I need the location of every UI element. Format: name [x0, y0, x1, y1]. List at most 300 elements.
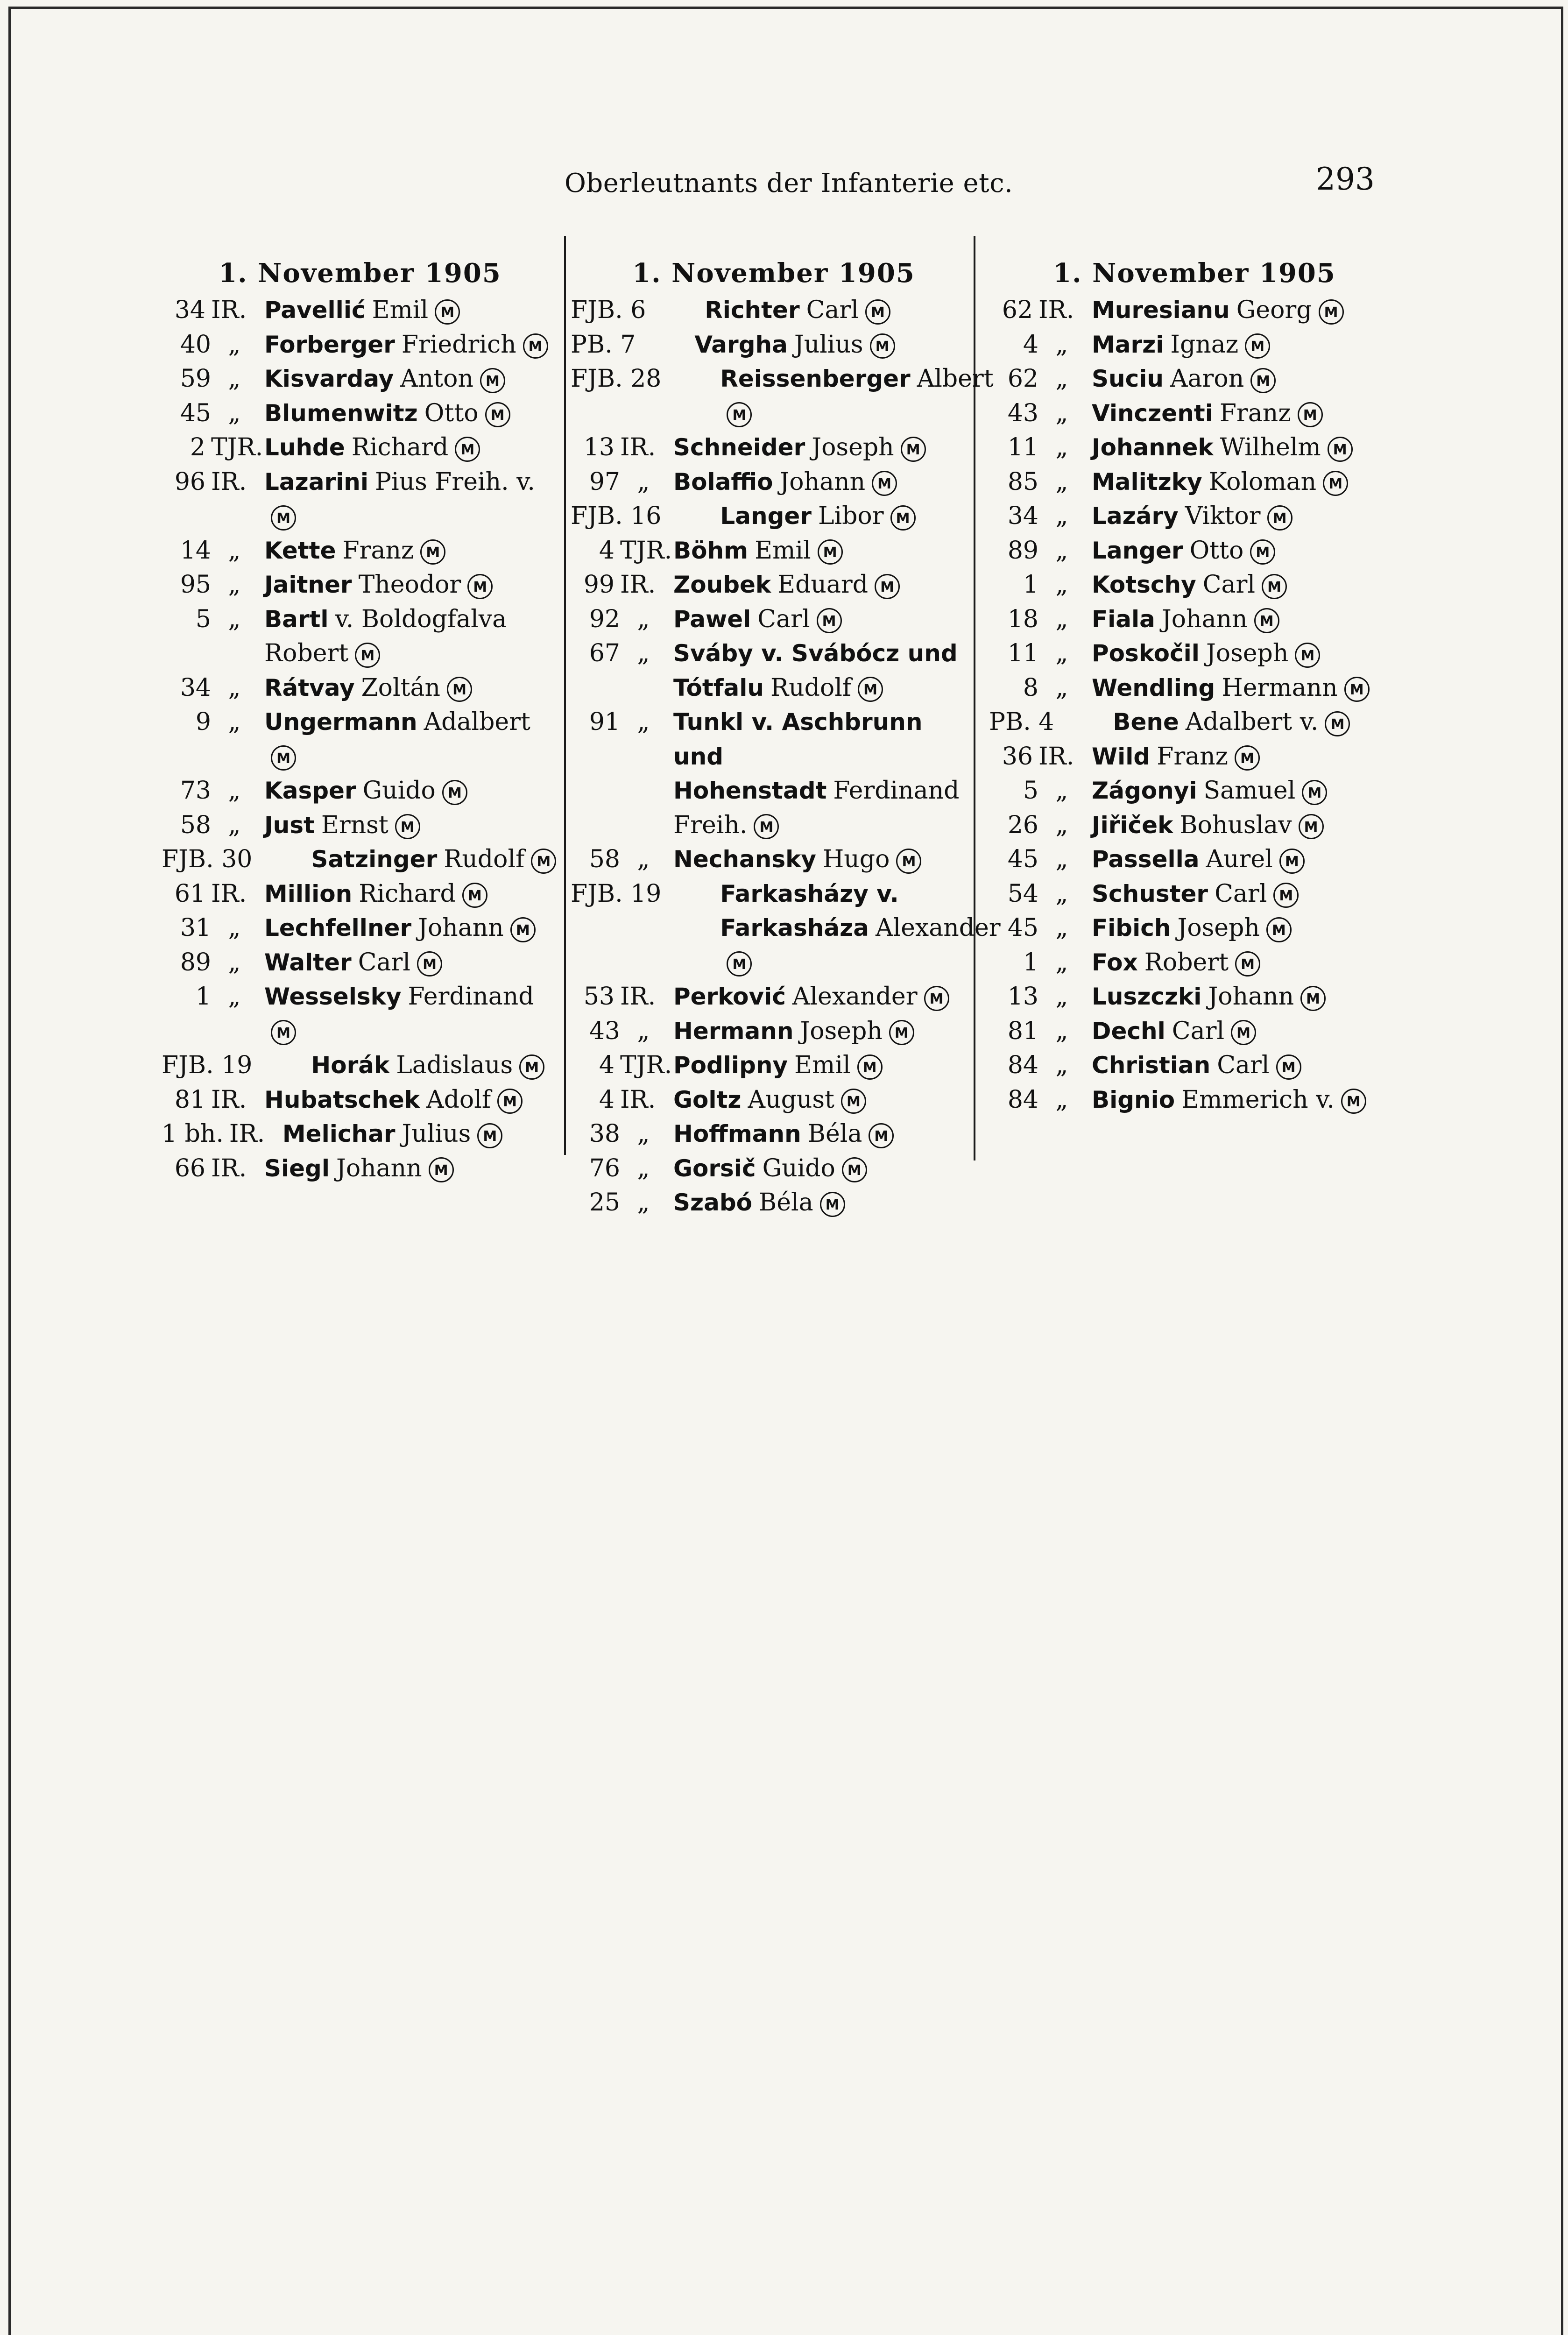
unit-number: 54 [1007, 879, 1038, 908]
officer-surname: Muresianu [1092, 297, 1230, 324]
circled-m-icon: M [420, 539, 445, 565]
officer-surname: Bene [1113, 708, 1179, 736]
unit-number: 26 [1007, 811, 1038, 839]
roster-entry [162, 1152, 558, 1186]
officer-surname: Bartl [264, 605, 329, 633]
unit-regiment-type: „ [228, 399, 241, 427]
officer-name [1092, 499, 1400, 534]
circled-m-icon: M [1341, 1089, 1366, 1114]
roster-entry [989, 740, 1400, 774]
unit-regiment-type: „ [228, 983, 241, 1011]
unit-regiment-type: „ [1055, 1051, 1068, 1079]
officer-surname: Sváby v. Svábócz und Tótfalu [673, 640, 958, 701]
entry-list [571, 293, 1001, 1220]
unit-regiment-type: IR. [211, 1154, 247, 1182]
unit-designation [989, 637, 1092, 671]
unit-regiment-type: „ [1055, 605, 1068, 633]
officer-name [1092, 602, 1400, 637]
unit-number: 76 [589, 1154, 620, 1182]
officer-surname: Melichar [282, 1120, 396, 1147]
circled-m-icon: M [1295, 643, 1320, 668]
page-title: Oberleutnants der Infanterie etc. [565, 168, 1013, 198]
officer-surname: Suciu [1092, 365, 1164, 392]
unit-regiment-type: „ [1055, 502, 1068, 530]
officer-name [673, 1117, 977, 1152]
officer-surname: Wendling [1092, 674, 1215, 701]
officer-given-name: Joseph [1206, 639, 1289, 667]
officer-name [1092, 842, 1400, 877]
unit-number: 1 bh. [162, 1120, 224, 1148]
unit-designation [162, 328, 264, 362]
roster-entry [162, 362, 558, 396]
officer-surname: Kotschy [1092, 571, 1196, 598]
officer-name [1092, 808, 1400, 843]
officer-surname: Böhm [673, 537, 749, 564]
roster-entry [989, 396, 1400, 431]
roster-entry [162, 465, 558, 534]
officer-name [264, 293, 558, 328]
officer-name [673, 534, 977, 568]
officer-surname: Siegl [264, 1154, 330, 1182]
circled-m-icon: M [1231, 1020, 1256, 1045]
officer-given-name: Emmerich v. [1181, 1085, 1335, 1114]
unit-designation [571, 1186, 673, 1220]
officer-given-name: Libor [818, 502, 884, 530]
officer-surname: Bignio [1092, 1086, 1175, 1113]
unit-designation [571, 293, 705, 328]
column-heading: 1. November 1905 [1053, 258, 1336, 289]
roster-entry [571, 1117, 977, 1152]
officer-name [264, 808, 558, 843]
officer-name [720, 362, 993, 431]
officer-surname: Langer [1092, 537, 1183, 564]
circled-m-icon: M [435, 299, 460, 325]
officer-given-name: Rudolf [444, 845, 525, 873]
officer-name [1092, 534, 1400, 568]
unit-number: 1 [1023, 948, 1038, 976]
officer-surname: Christian [1092, 1052, 1211, 1079]
circled-m-icon: M [271, 1020, 296, 1045]
unit-regiment-type [661, 362, 713, 396]
officer-given-name: v. Boldogfalva Robert [264, 605, 507, 667]
unit-number: 81 [174, 1085, 205, 1114]
circled-m-icon: M [820, 1192, 845, 1217]
unit-designation [162, 980, 264, 1014]
unit-designation [162, 842, 311, 877]
officer-name [1092, 1014, 1400, 1049]
circled-m-icon: M [485, 402, 510, 427]
officer-name [264, 534, 558, 568]
officer-surname: Wild [1092, 743, 1151, 770]
circled-m-icon: M [842, 1157, 867, 1182]
unit-number: 45 [1007, 845, 1038, 873]
unit-designation [571, 534, 673, 568]
roster-entry [989, 1048, 1400, 1083]
unit-number: 43 [589, 1017, 620, 1045]
officer-name [673, 842, 977, 877]
unit-designation [571, 980, 673, 1014]
unit-number: 81 [1007, 1017, 1038, 1045]
officer-name [673, 602, 977, 637]
roster-entry [571, 1014, 977, 1049]
circled-m-icon: M [1300, 986, 1326, 1011]
officer-name [264, 705, 558, 774]
unit-regiment-type: „ [228, 914, 241, 942]
officer-name [1092, 328, 1400, 362]
unit-number: 1 [1023, 571, 1038, 599]
unit-number: 1 [195, 983, 211, 1011]
officer-name [264, 671, 558, 706]
circled-m-icon: M [890, 505, 916, 531]
officer-name [1092, 293, 1400, 328]
circled-m-icon: M [429, 1157, 454, 1182]
circled-m-icon: M [1235, 951, 1260, 976]
circled-m-icon: M [395, 814, 420, 839]
officer-given-name: Béla [759, 1189, 813, 1217]
roster-entry [162, 808, 558, 843]
roster-entry [162, 980, 558, 1048]
unit-number: 59 [180, 365, 211, 393]
unit-regiment-type: „ [637, 1154, 650, 1182]
roster-entry [989, 877, 1400, 912]
circled-m-icon: M [818, 539, 843, 565]
officer-given-name: Samuel [1203, 777, 1296, 805]
circled-m-icon: M [1245, 333, 1270, 359]
roster-entry [989, 362, 1400, 396]
circled-m-icon: M [1319, 299, 1344, 325]
officer-surname: Million [264, 880, 353, 907]
unit-regiment-type: „ [1055, 1085, 1068, 1114]
unit-number: 97 [589, 467, 620, 496]
unit-number: 96 [174, 467, 205, 496]
officer-given-name: Franz [342, 536, 414, 565]
officer-name [1092, 946, 1400, 980]
unit-designation [162, 774, 264, 808]
unit-designation [989, 877, 1092, 912]
officer-given-name: Carl [358, 948, 410, 976]
officer-given-name: Franz [1157, 742, 1229, 771]
officer-surname: Nechansky [673, 846, 816, 873]
officer-surname: Just [264, 811, 315, 839]
roster-entry [571, 293, 977, 328]
unit-regiment-type: IR. [211, 467, 247, 496]
roster-column-2 [571, 257, 1001, 1220]
circled-m-icon: M [924, 986, 949, 1011]
circled-m-icon: M [727, 951, 752, 976]
officer-given-name: Joseph [1177, 914, 1260, 942]
officer-surname: Kasper [264, 777, 356, 804]
roster-entry [162, 705, 558, 774]
circled-m-icon: M [1344, 677, 1370, 702]
unit-number: 61 [174, 879, 205, 908]
roster-entry [571, 877, 1001, 980]
roster-entry [571, 431, 977, 465]
officer-name [264, 980, 558, 1048]
officer-surname: Forberger [264, 331, 395, 358]
officer-given-name: Albert [917, 365, 994, 393]
unit-designation [989, 431, 1092, 465]
unit-designation [162, 1083, 264, 1118]
officer-name [264, 465, 558, 534]
unit-designation [162, 534, 264, 568]
unit-designation [571, 1048, 673, 1083]
circled-m-icon: M [875, 574, 900, 599]
unit-regiment-type: IR. [1038, 296, 1074, 324]
roster-entry [162, 946, 558, 980]
unit-regiment-type: „ [1055, 433, 1068, 461]
unit-regiment-type: IR. [211, 1085, 247, 1114]
unit-number: 84 [1007, 1051, 1038, 1079]
unit-regiment-type: „ [228, 605, 241, 633]
roster-entry [162, 842, 558, 877]
officer-surname: Szabó [673, 1189, 752, 1216]
unit-number: 2 [190, 433, 205, 461]
officer-name [1092, 431, 1400, 465]
unit-number: 99 [583, 571, 614, 599]
page-number: 293 [1316, 161, 1375, 197]
officer-surname: Hermann [673, 1017, 794, 1045]
roster-entry [989, 946, 1400, 980]
unit-number: 13 [583, 433, 614, 461]
officer-given-name: Zoltán [361, 673, 440, 702]
unit-regiment-type: IR. [620, 433, 656, 461]
officer-surname: Perković [673, 983, 786, 1010]
roster-entry [571, 1186, 977, 1220]
officer-given-name: Carl [1202, 571, 1255, 599]
officer-surname: Passella [1092, 846, 1200, 873]
unit-number: 34 [180, 673, 211, 702]
officer-name [311, 1048, 558, 1083]
roster-entry [989, 568, 1400, 602]
circled-m-icon: M [754, 814, 779, 839]
officer-given-name: Emil [372, 296, 429, 324]
roster-entry [989, 328, 1400, 362]
circled-m-icon: M [872, 471, 897, 496]
unit-number: 5 [195, 605, 211, 633]
officer-surname: Marzi [1092, 331, 1164, 358]
roster-entry [571, 602, 977, 637]
officer-surname: Kisvarday [264, 365, 394, 392]
officer-surname: Satzinger [311, 846, 438, 873]
officer-given-name: Adalbert v. [1185, 708, 1319, 736]
unit-number: FJB. 28 [571, 365, 662, 393]
column-heading: 1. November 1905 [219, 258, 501, 289]
unit-designation [162, 1152, 264, 1186]
unit-regiment-type [646, 293, 698, 328]
unit-designation [571, 1152, 673, 1186]
unit-designation [162, 293, 264, 328]
officer-surname: Fibich [1092, 914, 1171, 941]
officer-given-name: Emil [755, 536, 811, 565]
officer-name [1092, 465, 1400, 500]
officer-surname: Walter [264, 948, 352, 976]
unit-number: 45 [180, 399, 211, 427]
officer-name [1092, 774, 1400, 808]
officer-surname: Zágonyi [1092, 777, 1197, 804]
officer-surname: Malitzky [1092, 468, 1202, 495]
unit-regiment-type: „ [637, 605, 650, 633]
circled-m-icon: M [447, 677, 472, 702]
officer-name [673, 705, 977, 842]
unit-regiment-type: „ [228, 673, 241, 702]
roster-entry [989, 465, 1400, 500]
officer-name [1092, 396, 1400, 431]
unit-regiment-type: „ [1055, 330, 1068, 359]
unit-designation [162, 465, 264, 500]
officer-given-name: Eduard [777, 571, 869, 599]
unit-regiment-type [661, 499, 713, 534]
circled-m-icon: M [519, 1054, 544, 1080]
roster-entry [571, 568, 977, 602]
officer-name [1092, 568, 1400, 602]
officer-surname: Rátvay [264, 674, 355, 701]
unit-number: 66 [174, 1154, 205, 1182]
unit-regiment-type [661, 877, 713, 912]
unit-designation [989, 946, 1092, 980]
officer-given-name: Ferdinand Freih. [673, 777, 960, 839]
circled-m-icon: M [1279, 849, 1305, 874]
unit-number: 18 [1007, 605, 1038, 633]
circled-m-icon: M [1254, 608, 1279, 633]
roster-entry [162, 774, 558, 808]
unit-number: PB. 7 [571, 330, 636, 359]
unit-number: 84 [1007, 1085, 1038, 1114]
unit-regiment-type: „ [228, 948, 241, 976]
column-divider [564, 236, 566, 1155]
unit-designation [989, 328, 1092, 362]
roster-entry [571, 534, 977, 568]
circled-m-icon: M [1262, 574, 1287, 599]
unit-number: 13 [1007, 983, 1038, 1011]
circled-m-icon: M [1273, 883, 1299, 908]
unit-number: 11 [1007, 433, 1038, 461]
unit-regiment-type: „ [1055, 914, 1068, 942]
unit-regiment-type: IR. [229, 1120, 265, 1148]
officer-given-name: Alexander [875, 914, 1001, 942]
officer-surname: Pavellić [264, 297, 366, 324]
officer-surname: Luszczki [1092, 983, 1202, 1010]
officer-surname: Gorsič [673, 1154, 756, 1182]
unit-number: 62 [1002, 296, 1033, 324]
circled-m-icon: M [355, 643, 380, 668]
unit-regiment-type: „ [1055, 639, 1068, 667]
officer-name [264, 568, 558, 602]
officer-surname: Tunkl v. Aschbrunn und Hohenstadt [673, 708, 923, 804]
unit-number: FJB. 6 [571, 296, 646, 324]
officer-surname: Fox [1092, 948, 1138, 976]
officer-name [264, 1083, 558, 1118]
officer-given-name: Carl [1217, 1051, 1270, 1079]
officer-given-name: Ignaz [1170, 330, 1239, 359]
officer-given-name: Carl [1172, 1017, 1225, 1045]
unit-number: 89 [180, 948, 211, 976]
officer-given-name: Viktor [1185, 502, 1261, 530]
officer-given-name: Theodor [358, 571, 461, 599]
officer-given-name: Carl [806, 296, 859, 324]
officer-surname: Hoffmann [673, 1120, 801, 1147]
unit-designation [989, 293, 1092, 328]
unit-number: 36 [1002, 742, 1033, 771]
unit-regiment-type: „ [1055, 948, 1068, 976]
unit-regiment-type: „ [228, 708, 241, 736]
officer-given-name: August [748, 1085, 834, 1114]
entry-list [989, 293, 1400, 1117]
roster-entry [989, 671, 1400, 706]
roster-entry [571, 1152, 977, 1186]
unit-number: 92 [589, 605, 620, 633]
unit-regiment-type: „ [1055, 536, 1068, 565]
circled-m-icon: M [1267, 505, 1293, 531]
officer-name [705, 293, 977, 328]
circled-m-icon: M [510, 917, 536, 942]
unit-designation [989, 911, 1092, 946]
unit-number: 34 [1007, 502, 1038, 530]
officer-name [264, 911, 558, 946]
circled-m-icon: M [1250, 539, 1275, 565]
officer-given-name: Richard [359, 879, 456, 908]
officer-given-name: Hugo [822, 845, 890, 873]
officer-name [673, 1048, 977, 1083]
unit-regiment-type: TJR. [211, 433, 263, 461]
officer-name [673, 1186, 977, 1220]
unit-designation [989, 362, 1092, 396]
unit-designation [571, 1117, 673, 1152]
unit-regiment-type: „ [637, 1017, 650, 1045]
roster-entry [162, 602, 558, 671]
circled-m-icon: M [1235, 745, 1260, 771]
officer-surname: Vargha [694, 331, 788, 358]
roster-entry [989, 842, 1400, 877]
unit-designation [571, 877, 720, 912]
unit-designation [571, 637, 673, 671]
unit-designation [162, 911, 264, 946]
officer-name [264, 602, 558, 671]
officer-name [673, 980, 977, 1014]
unit-designation [989, 774, 1092, 808]
circled-m-icon: M [1302, 780, 1327, 805]
unit-designation [989, 842, 1092, 877]
officer-surname: Blumenwitz [264, 399, 418, 427]
officer-given-name: Franz [1219, 399, 1291, 427]
officer-given-name: Koloman [1208, 467, 1317, 496]
officer-surname: Langer [720, 502, 812, 530]
roster-entry [571, 705, 977, 842]
circled-m-icon: M [1323, 471, 1348, 496]
roster-entry [989, 293, 1400, 328]
officer-name [673, 637, 977, 705]
officer-given-name: Wilhelm [1220, 433, 1321, 461]
officer-surname: Farkasházy v. Farkasháza [720, 880, 899, 941]
officer-surname: Vinczenti [1092, 399, 1213, 427]
unit-number: 89 [1007, 536, 1038, 565]
unit-designation [571, 842, 673, 877]
unit-number: 38 [589, 1120, 620, 1148]
officer-given-name: Carl [757, 605, 810, 633]
officer-surname: Lechfellner [264, 914, 412, 941]
unit-number: 11 [1007, 639, 1038, 667]
circled-m-icon: M [889, 1020, 914, 1045]
officer-name [311, 842, 558, 877]
unit-number: 58 [180, 811, 211, 839]
officer-surname: Lazáry [1092, 502, 1179, 530]
circled-m-icon: M [417, 951, 442, 976]
circled-m-icon: M [1328, 437, 1353, 462]
roster-entry [989, 431, 1400, 465]
officer-given-name: Julius [794, 330, 863, 359]
officer-name [694, 328, 977, 362]
unit-regiment-type: „ [1055, 467, 1068, 496]
unit-designation [989, 671, 1092, 706]
